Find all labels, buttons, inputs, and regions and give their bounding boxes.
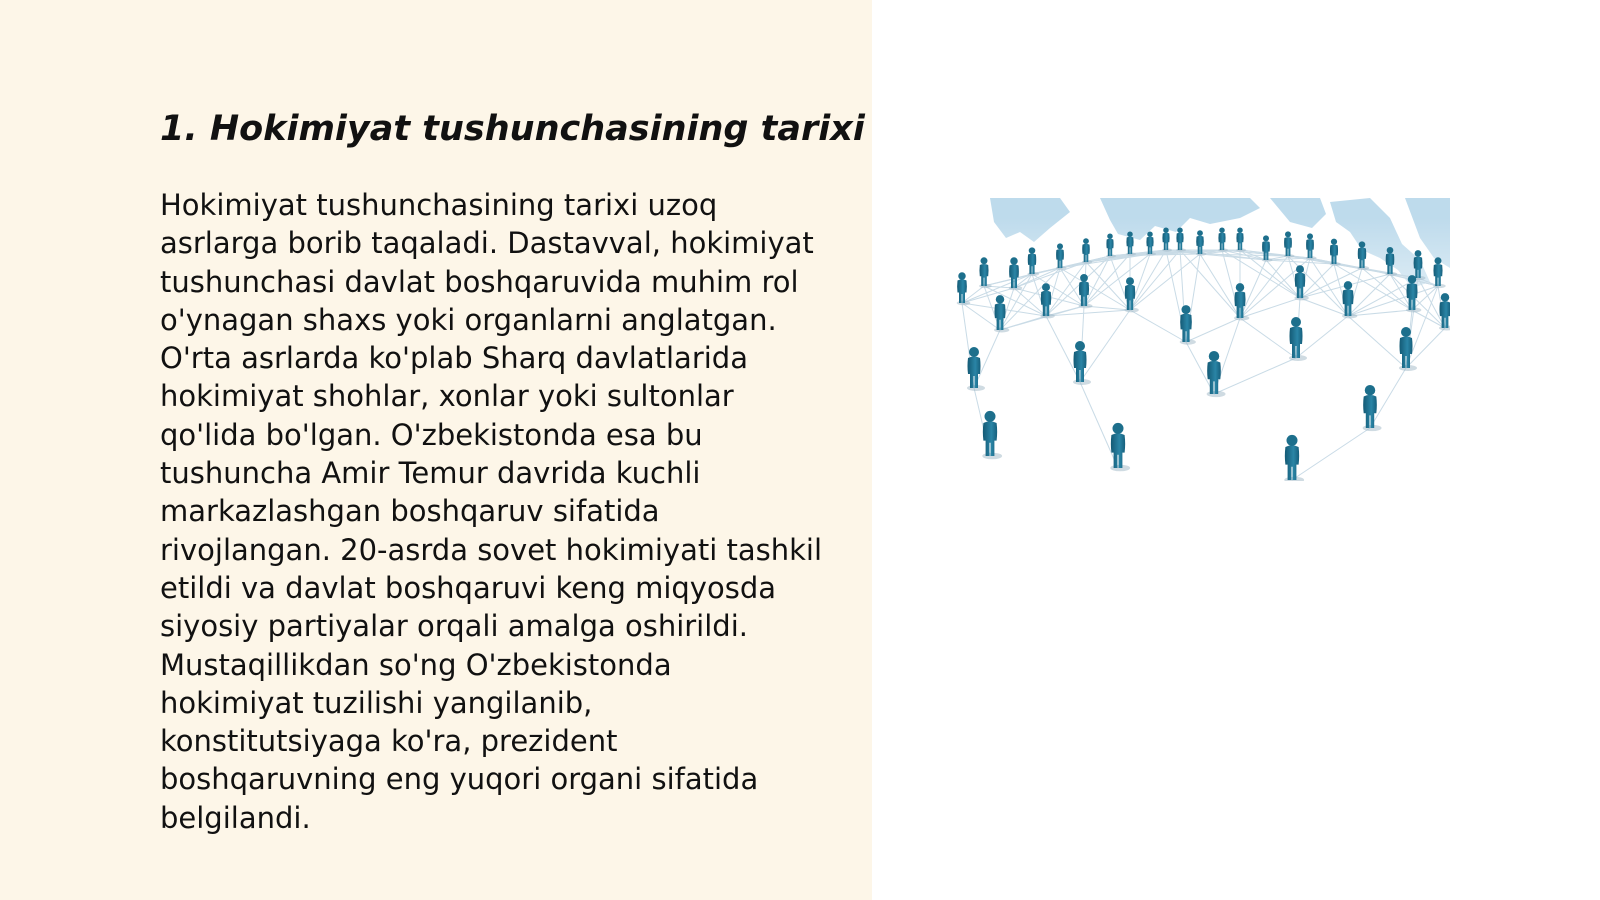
slide-body-text (160, 186, 850, 837)
body-line: tushuncha Amir Temur davrida kuchli (160, 456, 701, 491)
body-line: o'ynagan shaxs yoki organlarni anglatgan. (160, 302, 777, 337)
body-line: siyosiy partiyalar orqali amalga oshirildi. (160, 609, 748, 644)
slide-title: 1. Hokimiyat tushunchasining tarixi (160, 109, 865, 149)
body-line: Hokimiyat tushunchasining tarixi uzoq (160, 188, 718, 222)
body-line: konstitutsiyaga ko'ra, prezident (160, 724, 618, 759)
body-line: qo'lida bo'lgan. O'zbekistonda esa bu (160, 417, 703, 452)
body-line: asrlarga borib taqaladi. Dastavval, hokimiyat (160, 226, 814, 261)
body-line: hokimiyat shohlar, xonlar yoki sultonlar (160, 379, 734, 414)
body-line: rivojlangan. 20-asrda sovet hokimiyati tashkil (160, 532, 823, 567)
body-line: boshqaruvning eng yuqori organi sifatida (160, 762, 759, 797)
body-line: tushunchasi davlat boshqaruvida muhim rol (160, 264, 799, 299)
body-line: belgilandi. (160, 800, 311, 835)
people-network-icon (950, 198, 1450, 481)
body-line: hokimiyat tuzilishi yangilanib, (160, 685, 593, 720)
body-line: Mustaqillikdan so'ng O'zbekistonda (160, 647, 672, 682)
body-line: O'rta asrlarda ko'plab Sharq davlatlarida (160, 341, 748, 376)
body-line: etildi va davlat boshqaruvi keng miqyosda (160, 570, 776, 605)
body-line: markazlashgan boshqaruv sifatida (160, 494, 660, 529)
people-network-image (950, 198, 1450, 481)
